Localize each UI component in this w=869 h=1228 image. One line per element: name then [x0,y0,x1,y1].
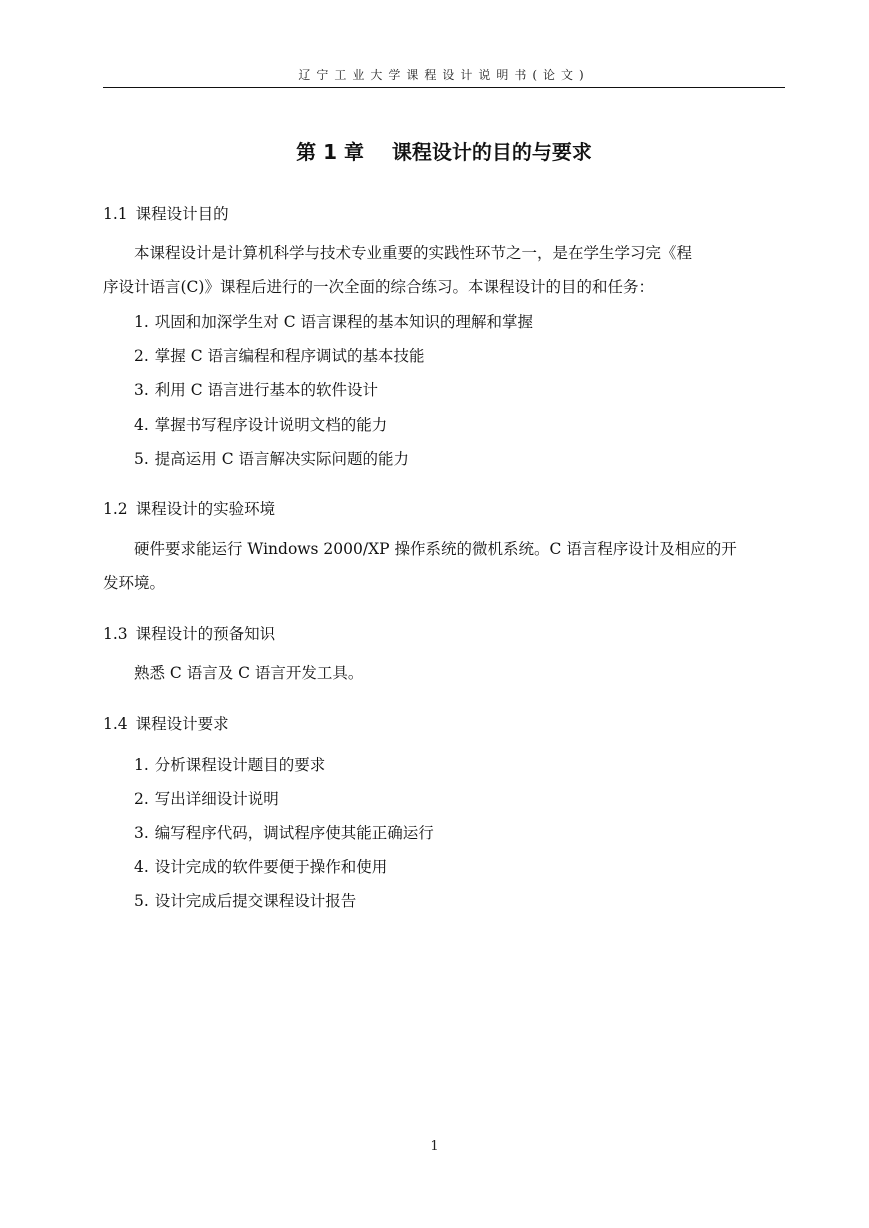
list-item-number: 2. [134,790,149,808]
list-item-text: 掌握 C 语言编程和程序调试的基本技能 [154,347,425,365]
paragraph-line: 熟悉 C 语言及 C 语言开发工具。 [134,664,364,682]
list-item [134,447,409,469]
section-number: 1.4 [103,715,128,733]
list-item [134,753,325,775]
section-number: 1.3 [103,625,128,643]
section-title: 课程设计的实验环境 [135,500,276,518]
page-number: 1 [430,1139,439,1154]
list-item-number: 4. [134,416,149,434]
section-heading-1-1 [103,202,229,224]
list-item [134,310,533,332]
list-item-text: 巩固和加深学生对 C 语言课程的基本知识的理解和掌握 [154,313,534,331]
header-rule [103,87,785,88]
section-heading-1-4 [103,712,229,734]
list-item [134,344,425,366]
list-item-text: 编写程序代码，调试程序使其能正确运行 [154,824,434,842]
list-item [134,855,387,877]
running-header: 辽宁工业大学课程设计说明书(论文) [298,68,590,82]
list-item-text: 掌握书写程序设计说明文档的能力 [154,416,388,434]
list-item [134,378,378,400]
list-item-number: 3. [134,824,149,842]
list-item-number: 4. [134,858,149,876]
section-heading-1-2 [103,497,275,519]
section-number: 1.2 [103,500,128,518]
list-item [134,787,279,809]
list-item [134,413,387,435]
list-item-text: 利用 C 语言进行基本的软件设计 [154,381,379,399]
paragraph-line: 本课程设计是计算机科学与技术专业重要的实践性环节之一，是在学生学习完《程 [134,244,693,262]
list-item-number: 3. [134,381,149,399]
paragraph-line: 发环境。 [103,574,166,592]
list-item-text: 设计完成后提交课程设计报告 [154,892,357,910]
list-item-text: 设计完成的软件要便于操作和使用 [154,858,388,876]
list-item-number: 1. [134,313,149,331]
paragraph-line: 序设计语言(C)》课程后进行的一次全面的综合练习。本课程设计的目的和任务： [103,278,654,296]
list-item-text: 提高运用 C 语言解决实际问题的能力 [154,450,410,468]
section-heading-1-3 [103,622,275,644]
list-item-number: 1. [134,756,149,774]
section-title: 课程设计目的 [135,205,229,223]
chapter-title: 第 1 章 课程设计的目的与要求 [296,140,592,164]
list-item-text: 分析课程设计题目的要求 [154,756,326,774]
paragraph-line: 硬件要求能运行 Windows 2000/XP 操作系统的微机系统。C 语言程序设计及相应的开 [134,540,737,558]
section-number: 1.1 [103,205,128,223]
list-item-number: 2. [134,347,149,365]
list-item [134,889,356,911]
section-title: 课程设计要求 [135,715,229,733]
list-item-number: 5. [134,450,149,468]
list-item-number: 5. [134,892,149,910]
list-item-text: 写出详细设计说明 [154,790,279,808]
section-title: 课程设计的预备知识 [135,625,276,643]
list-item [134,821,434,843]
